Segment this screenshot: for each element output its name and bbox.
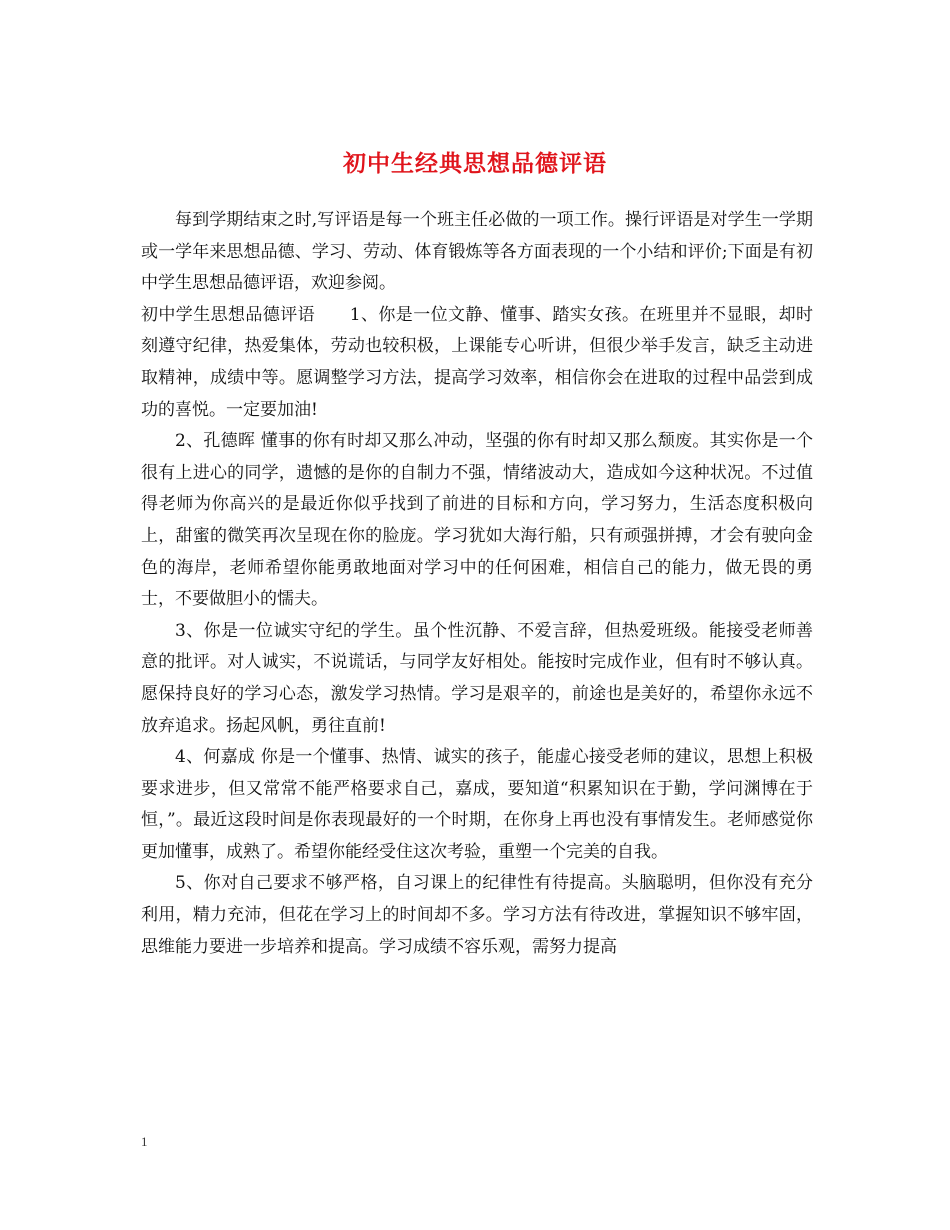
comment-paragraph-2: 2、孔德晖 懂事的你有时却又那么冲动，坚强的你有时却又那么颓废。其实你是一个很有上进心的同学，遗憾的是你的自制力不强，情绪波动大，造成如今这种状况。不过值得老师为你高兴的是最近你似乎找到了前进的目标和方向，学习努力，生活态度积极向上，甜蜜的微笑再次呈现在你的脸庞。学习犹如大海行船，只有顽强拼搏，才会有驶向金色的海岸，老师希望你能勇敢地面对学习中的任何困难，相信自己的能力，做无畏的勇士，不要做胆小的懦夫。 — [141, 431, 813, 610]
comment-paragraph-4: 4、何嘉成 你是一个懂事、热情、诚实的孩子，能虚心接受老师的建议，思想上积极要求进步，但又常常不能严格要求自己，嘉成，要知道“积累知识在于勤，学问渊博在于恒，”。最近这段时间是你表现最好的一个时期，在你身上再也没有事情发生。老师感觉你更加懂事，成熟了。希望你能经受住这次考验，重塑一个完美的自我。 — [141, 747, 813, 862]
comment-paragraph-5: 5、你对自己要求不够严格，自习课上的纪律性有待提高。头脑聪明，但你没有充分利用，精力充沛，但花在学习上的时间却不多。学习方法有待改进，掌握知识不够牢固，思维能力要进一步培养和提高。学习成绩不容乐观，需努力提高 — [141, 873, 813, 957]
comment-paragraph-3: 3、你是一位诚实守纪的学生。虽个性沉静、不爱言辞，但热爱班级。能接受老师善意的批评。对人诚实，不说谎话，与同学友好相处。能按时完成作业，但有时不够认真。愿保持良好的学习心态，激发学习热情。学习是艰辛的，前途也是美好的，希望你永远不放弃追求。扬起风帆，勇往直前! — [141, 620, 813, 736]
document-body — [141, 205, 813, 963]
comment-paragraph-1: 初中学生思想品德评语 1、你是一位文静、懂事、踏实女孩。在班里并不显眼，却时刻遵守纪律，热爱集体，劳动也较积极，上课能专心听讲，但很少举手发言，缺乏主动进取精神，成绩中等。愿调整学习方法，提高学习效率，相信你会在进取的过程中品尝到成功的喜悦。一定要加油! — [141, 304, 813, 420]
document-title: 初中生经典思想品德评语 — [343, 150, 607, 178]
intro-paragraph: 每到学期结束之时,写评语是每一个班主任必做的一项工作。操行评语是对学生一学期或一学年来思想品德、学习、劳动、体育锻炼等各方面表现的一个小结和评价;下面是有初中学生思想品德评语，欢迎参阅。 — [141, 210, 813, 294]
page-number: 1 — [141, 1134, 148, 1149]
